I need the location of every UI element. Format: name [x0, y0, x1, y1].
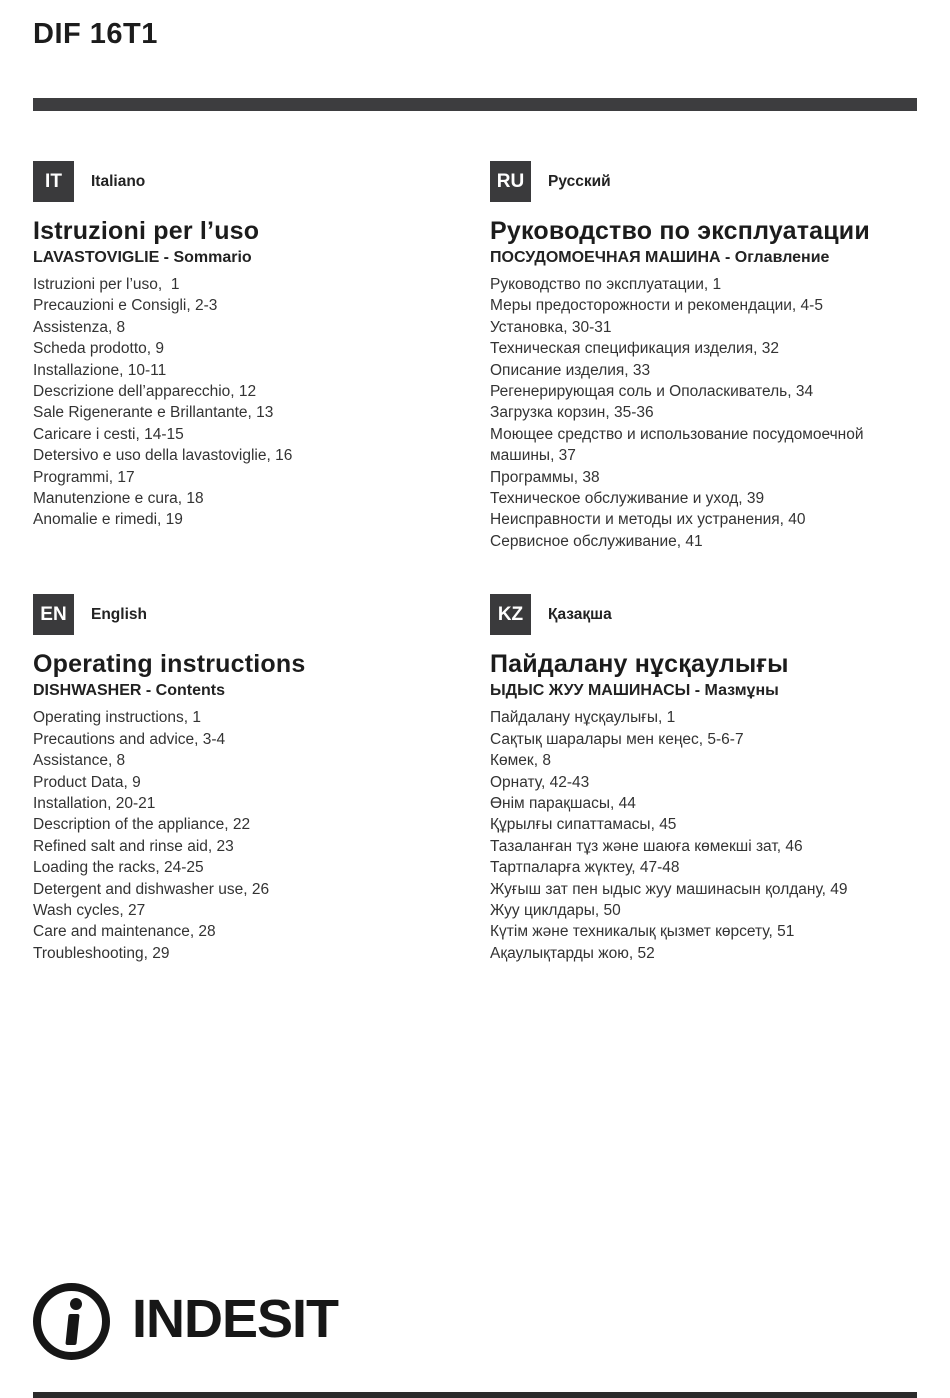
language-name-ru: Русский — [548, 172, 611, 190]
toc-item: Precautions and advice, 3-4 — [33, 730, 226, 748]
toc-list-kz — [490, 707, 897, 964]
toc-item: Manutenzione e cura, 18 — [33, 490, 204, 508]
toc-item: Anomalie e rimedi, 19 — [33, 511, 183, 529]
toc-item: Программы, 38 — [490, 468, 600, 486]
section-en — [33, 594, 490, 964]
toc-item: Troubleshooting, 29 — [33, 944, 170, 962]
toc-item: Assistance, 8 — [33, 752, 126, 770]
section-subtitle-ru: ПОСУДОМОЕЧНАЯ МАШИНА - Оглавление — [490, 249, 830, 266]
toc-item: Installation, 20-21 — [33, 794, 156, 812]
toc-item: Loading the racks, 24-25 — [33, 859, 204, 877]
top-divider-bar — [33, 98, 917, 111]
toc-item: Тазаланған тұз және шаюға көмекші зат, 46 — [490, 837, 803, 855]
toc-item: Wash cycles, 27 — [33, 901, 146, 919]
toc-item: Техническое обслуживание и уход, 39 — [490, 490, 765, 508]
section-subtitle-it: LAVASTOVIGLIE - Sommario — [33, 249, 252, 266]
section-title-it: Istruzioni per l’uso — [33, 217, 260, 245]
language-sections-grid — [33, 161, 917, 964]
logo-i-stem — [65, 1314, 79, 1345]
toc-item: Пайдалану нұсқаулығы, 1 — [490, 709, 676, 727]
toc-item: Operating instructions, 1 — [33, 709, 202, 727]
toc-item: Precauzioni e Consigli, 2-3 — [33, 297, 218, 315]
section-title-ru: Руководство по эксплуатации — [490, 217, 870, 245]
toc-item: Description of the appliance, 22 — [33, 816, 251, 834]
bottom-divider-bar — [33, 1392, 917, 1398]
toc-list-ru — [490, 274, 897, 552]
toc-item: Care and maintenance, 28 — [33, 923, 216, 941]
toc-item: Жуғыш зат пен ыдыс жуу машинасын қолдану, 49 — [490, 880, 848, 898]
section-kz — [490, 594, 917, 964]
toc-item: Моющее средство и использование посудомоечной машины, 37 — [490, 425, 868, 465]
indesit-circle-i-icon — [33, 1283, 110, 1360]
toc-item: Сервисное обслуживание, 41 — [490, 532, 703, 550]
toc-item: Sale Rigenerante e Brillantante, 13 — [33, 404, 274, 422]
toc-item: Меры предосторожности и рекомендации, 4-5 — [490, 297, 823, 315]
toc-item: Assistenza, 8 — [33, 318, 126, 336]
section-subtitle-en: DISHWASHER - Contents — [33, 682, 225, 700]
toc-item: Көмек, 8 — [490, 752, 551, 770]
section-subtitle-kz: ЫДЫС ЖУУ МАШИНАСЫ - Мазмұны — [490, 682, 779, 700]
toc-item: Scheda prodotto, 9 — [33, 340, 164, 358]
section-it — [33, 161, 490, 552]
toc-item: Күтім және техникалық қызмет көрсету, 51 — [490, 923, 795, 941]
toc-item: Жуу циклдары, 50 — [490, 901, 621, 919]
toc-item: Загрузка корзин, 35-36 — [490, 404, 654, 422]
language-name-kz: Қазақша — [548, 605, 612, 623]
language-header-en — [33, 594, 470, 635]
toc-item: Programmi, 17 — [33, 468, 135, 486]
language-header-kz — [490, 594, 897, 635]
toc-item: Detergent and dishwasher use, 26 — [33, 880, 270, 898]
brand-wordmark: INDESIT — [132, 1288, 339, 1349]
toc-item: Өнім парақшасы, 44 — [490, 794, 636, 812]
language-badge-it: IT — [33, 161, 74, 202]
toc-item: Описание изделия, 33 — [490, 361, 651, 379]
toc-item: Құрылғы сипаттамасы, 45 — [490, 816, 677, 834]
toc-item: Тартпаларға жүктеу, 47-48 — [490, 859, 680, 877]
toc-item: Installazione, 10-11 — [33, 361, 167, 379]
logo-i-dot — [70, 1298, 82, 1310]
toc-item: Установка, 30-31 — [490, 318, 612, 336]
toc-item: Неисправности и методы их устранения, 40 — [490, 511, 806, 529]
section-ru — [490, 161, 917, 552]
toc-item: Регенерирующая соль и Ополаскиватель, 34 — [490, 383, 814, 401]
language-name-it: Italiano — [91, 172, 146, 190]
toc-item: Техническая спецификация изделия, 32 — [490, 340, 779, 358]
toc-item: Ақаулықтарды жою, 52 — [490, 944, 655, 962]
language-badge-ru: RU — [490, 161, 531, 202]
toc-item: Product Data, 9 — [33, 773, 141, 791]
toc-item: Сақтық шаралары мен кеңес, 5-6-7 — [490, 730, 744, 748]
toc-item: Descrizione dell’apparecchio, 12 — [33, 383, 257, 401]
language-badge-kz: KZ — [490, 594, 531, 635]
language-header-ru — [490, 161, 897, 202]
brand-logo — [33, 1283, 338, 1360]
page-title: DIF 16T1 — [33, 18, 158, 50]
toc-item: Руководство по эксплуатации, 1 — [490, 276, 722, 293]
language-header-it — [33, 161, 470, 202]
section-title-en: Operating instructions — [33, 650, 306, 679]
toc-item: Caricare i cesti, 14-15 — [33, 425, 184, 443]
section-title-kz: Пайдалану нұсқаулығы — [490, 650, 789, 679]
toc-item: Refined salt and rinse aid, 23 — [33, 837, 234, 855]
toc-list-en — [33, 707, 470, 964]
language-name-en: English — [91, 605, 147, 623]
toc-list-it — [33, 274, 470, 531]
toc-item: Орнату, 42-43 — [490, 773, 590, 791]
language-badge-en: EN — [33, 594, 74, 635]
toc-item: Istruzioni per l’uso, 1 — [33, 276, 180, 293]
toc-item: Detersivo e uso della lavastoviglie, 16 — [33, 447, 293, 465]
